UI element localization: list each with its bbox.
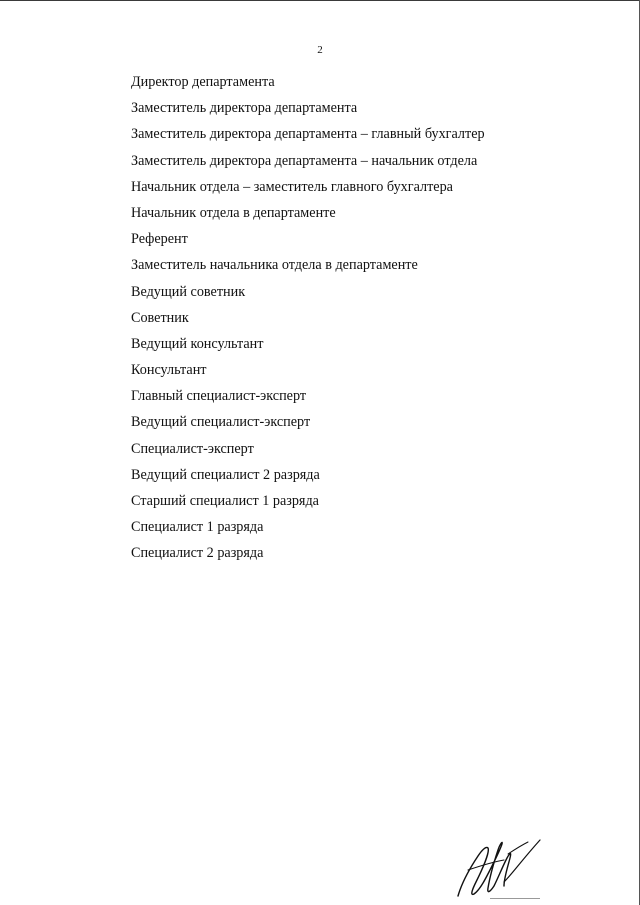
position-item: Начальник отдела – заместитель главного бухгалтера (131, 178, 453, 195)
position-item: Референт (131, 231, 188, 248)
position-item: Начальник отдела в департаменте (131, 204, 336, 221)
scan-bottom-mark (490, 898, 540, 899)
position-item: Главный специалист-эксперт (131, 388, 307, 405)
page-number: 2 (317, 44, 323, 56)
position-item: Директор департамента (131, 74, 275, 90)
position-item: Ведущий специалист-эксперт (131, 414, 311, 431)
positions-list (131, 69, 485, 567)
position-item: Специалист-эксперт (131, 440, 254, 457)
position-item: Заместитель директора департамента – главный бухгалтер (131, 126, 485, 143)
position-item: Консультант (131, 362, 207, 379)
position-item: Ведущий консультант (131, 335, 264, 352)
position-item: Заместитель директора департамента – начальник отдела (131, 152, 478, 169)
position-item: Ведущий советник (131, 283, 246, 300)
position-item: Старший специалист 1 разряда (131, 493, 319, 509)
position-item: Специалист 1 разряда (131, 519, 264, 536)
position-item: Заместитель начальника отдела в департаменте (131, 257, 418, 274)
handwritten-signature (448, 830, 544, 900)
position-item: Ведущий специалист 2 разряда (131, 466, 320, 483)
position-item: Заместитель директора департамента (131, 100, 358, 117)
position-item: Специалист 2 разряда (131, 545, 264, 562)
position-item: Советник (131, 309, 189, 326)
scan-edge-top (0, 0, 640, 1)
